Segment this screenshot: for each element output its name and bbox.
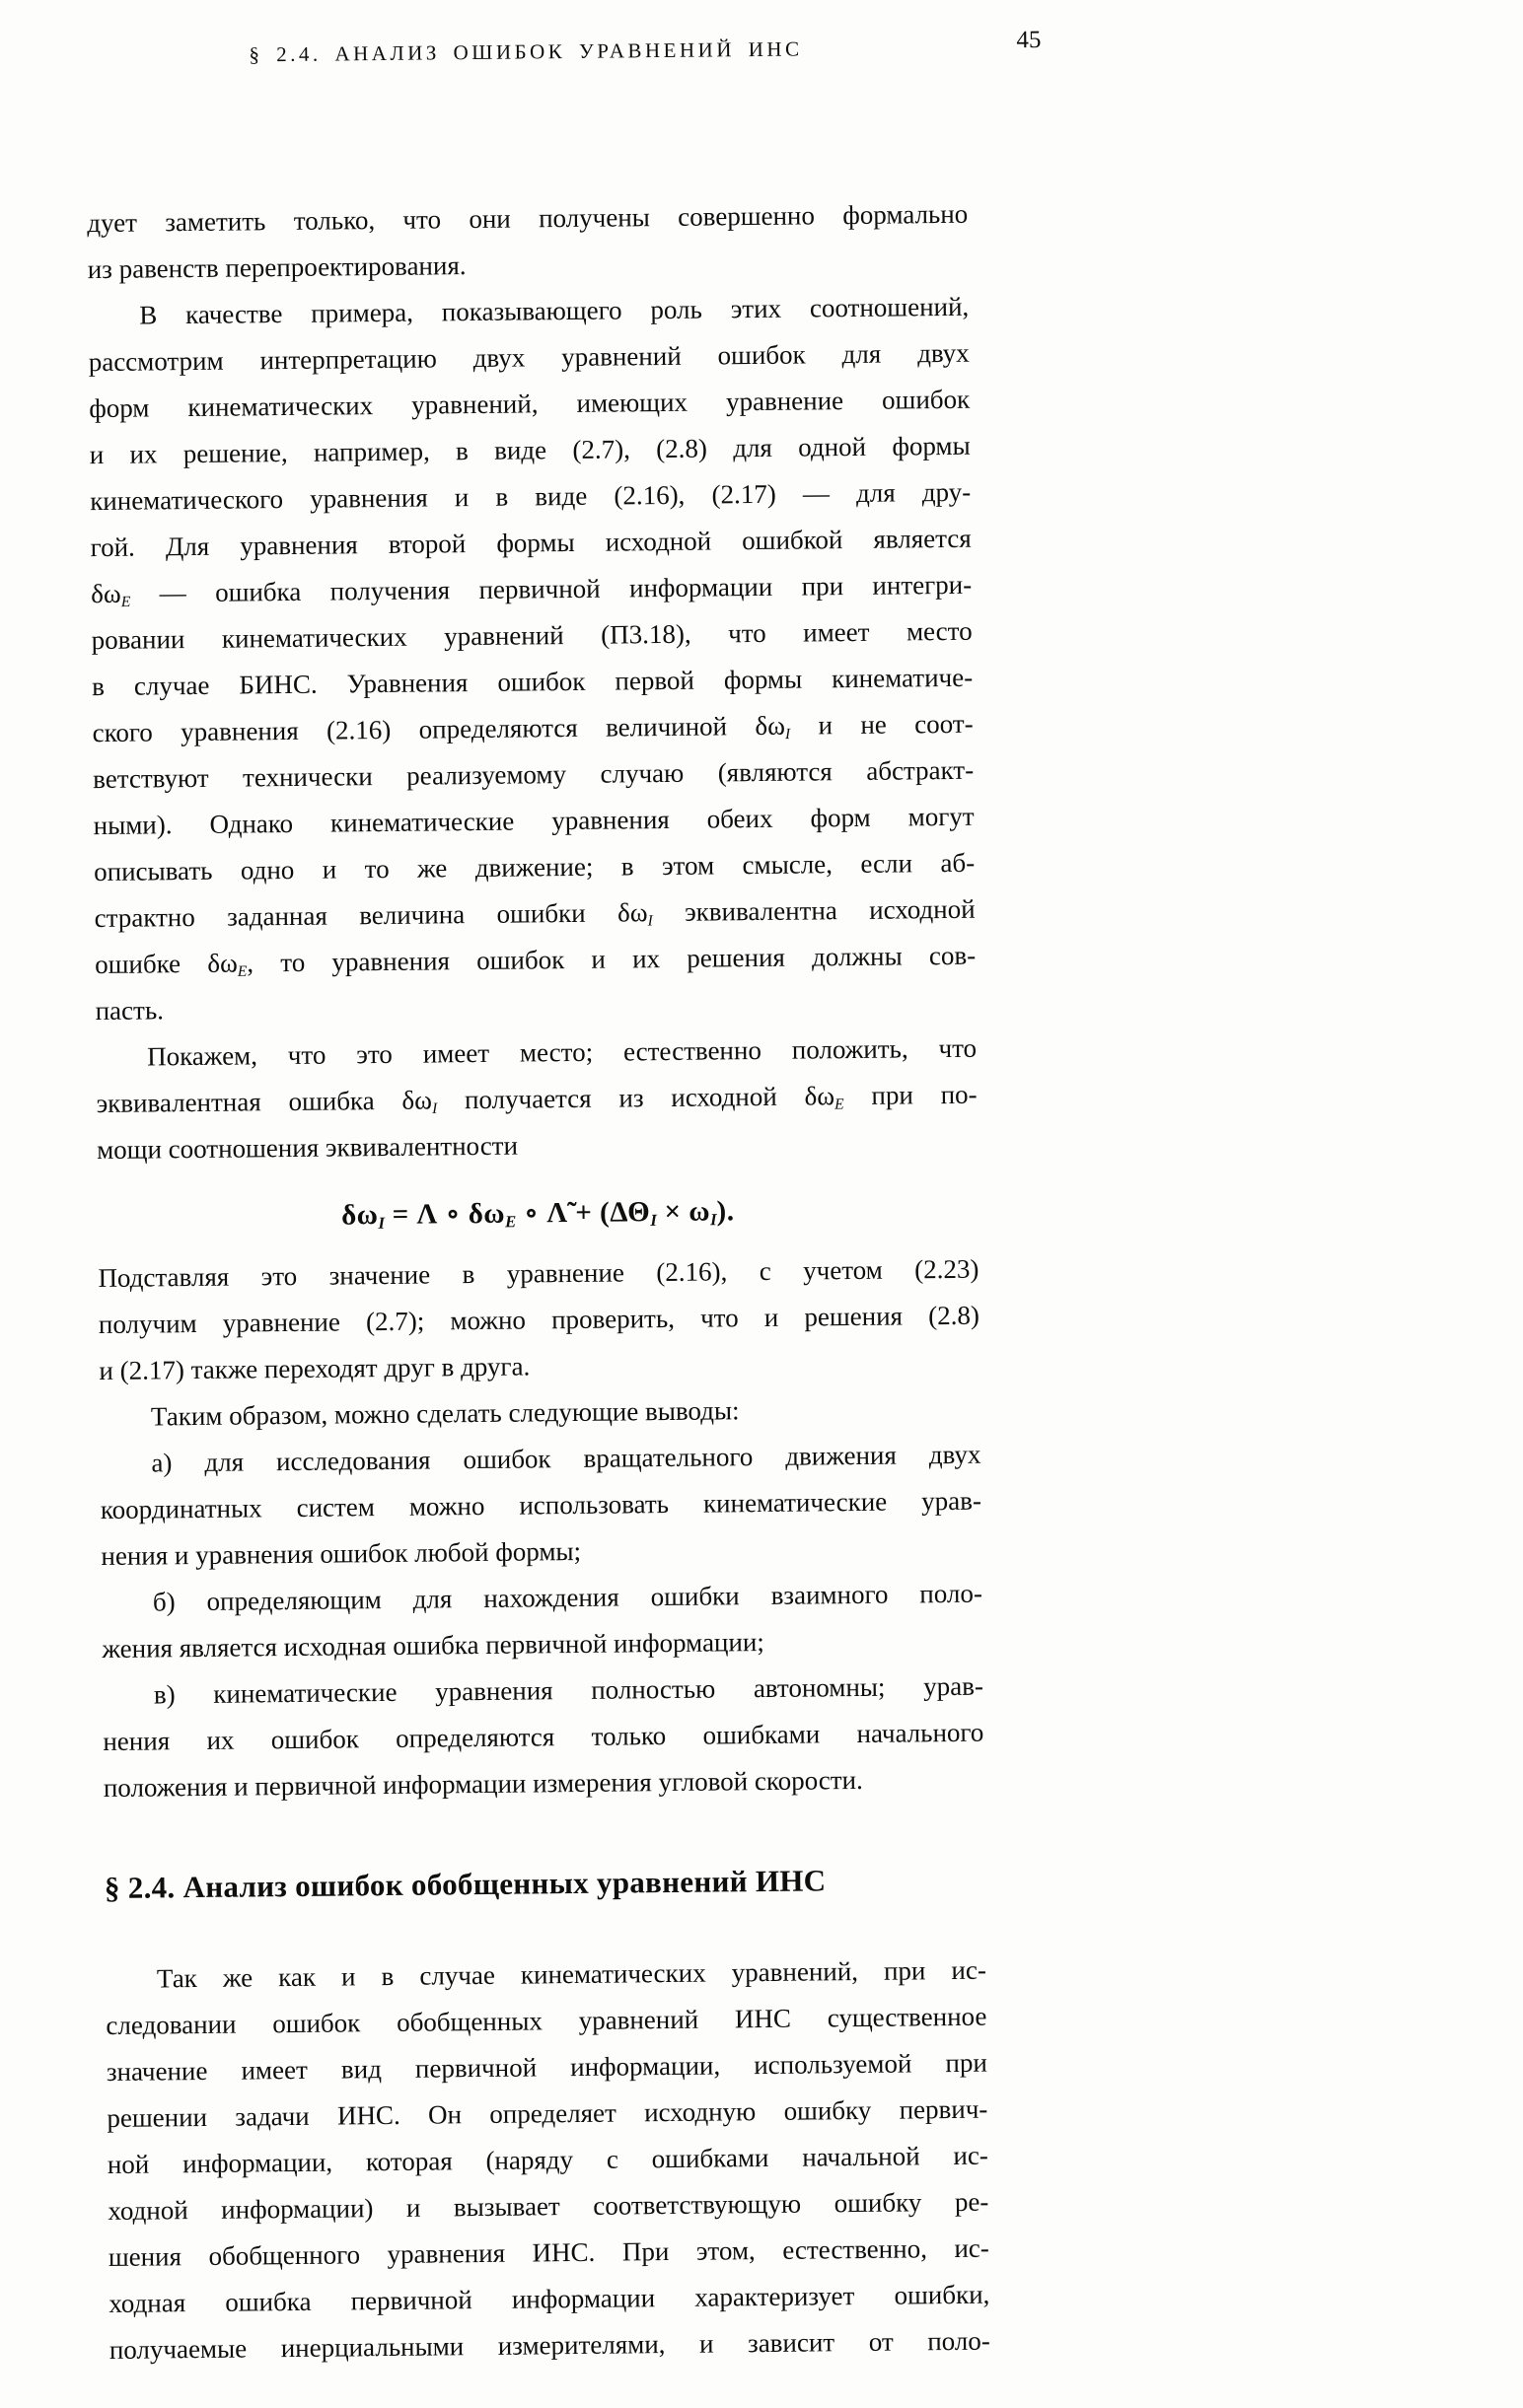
text-line: а) для исследования ошибок вращательного движения двух	[151, 1439, 981, 1478]
text-line: эквивалентная ошибка $\delta\omega_I$ получается из исходной $\delta\omega_E$ при по-	[96, 1079, 978, 1119]
running-header: § 2.4. АНАЛИЗ ОШИБОК УРАВНЕНИЙ ИНС	[249, 36, 803, 67]
paragraph	[102, 1571, 983, 1672]
text-line: следовании ошибок обобщенных уравнений ИНС существенное	[106, 2001, 987, 2040]
text-line: форм кинематических уравнений, имеющих уравнение ошибок	[89, 384, 971, 424]
text-line: в) кинематические уравнения полностью автономны; урав-	[153, 1670, 984, 1710]
text-line: Подставляя это значение в уравнение (2.16), с учетом (2.23)	[98, 1253, 979, 1294]
text-line: страктно заданная величина ошибки $\delta\omega_I$ эквивалентна исходной	[94, 893, 976, 934]
text-line: ровании кинематических уравнений (П3.18), что имеет место	[91, 615, 973, 656]
text-line: нения и уравнения ошибок любой формы;	[101, 1535, 582, 1572]
paragraph	[88, 284, 977, 1034]
equation: $\delta\omega_I = \Lambda$ ∘ $\delta\omega_E$ ∘ Λ̃ + $(\Delta\Theta_I \times \omega_I)$.	[340, 1195, 735, 1233]
text-block	[87, 191, 990, 2373]
text-line: и (2.17) также переходят друг в друга.	[99, 1351, 531, 1386]
paragraph	[87, 191, 969, 293]
text-line: Покажем, что это имеет место; естественно положить, что	[146, 1032, 978, 1072]
paragraph	[96, 1026, 978, 1173]
text-line: гой. Для уравнения второй формы исходной ошибкой является	[90, 523, 972, 563]
text-line: кинематического уравнения и в виде (2.16), (2.17) — для дру-	[90, 476, 972, 517]
text-line: Таким образом, можно сделать следующие выводы:	[150, 1395, 740, 1432]
text-line: пасть.	[95, 995, 165, 1027]
text-line: описывать одно и то же движение; в этом смысле, если аб-	[93, 847, 976, 887]
text-line: ходной информации) и вызывает соответствующую ошибку ре-	[108, 2186, 989, 2226]
text-line: и их решение, например, в виде (2.7), (2.8) для одной формы	[89, 430, 971, 470]
text-line: ошибке $\delta\omega_E$, то уравнения ошибок и их решения должны сов-	[94, 940, 977, 980]
page-number: 45	[1016, 26, 1042, 54]
paragraph	[103, 1664, 984, 1811]
text-line: ной информации, которая (наряду с ошибками начальной ис-	[107, 2140, 988, 2179]
text-line: ходная ошибка первичной информации характеризует ошибки,	[109, 2279, 990, 2318]
text-line: В качестве примера, показывающего роль этих соотношений,	[139, 291, 970, 330]
text-line: дует заметить только, что они получены совершенно формально	[87, 198, 969, 239]
text-line: получим уравнение (2.7); можно проверить, что и решения (2.8)	[98, 1300, 980, 1340]
text-line: шения обобщенного уравнения ИНС. При этом, естественно, ис-	[108, 2232, 989, 2272]
text-line: жения является исходная ошибка первичной информации;	[102, 1626, 764, 1664]
text-line: б) определяющим для нахождения ошибки взаимного поло-	[152, 1578, 983, 1617]
text-line: из равенств перепроектирования.	[87, 250, 467, 285]
text-line: $\delta\omega_E$ — ошибка получения первичной информации при интегри-	[91, 569, 973, 611]
text-line: значение имеет вид первичной информации, используемой при	[106, 2047, 988, 2087]
text-line: нения их ошибок определяются только ошибками начального	[103, 1717, 984, 1757]
text-line: ветствуют технически реализуемому случаю (являются абстракт-	[93, 754, 975, 795]
text-line: рассмотрим интерпретацию двух уравнений ошибок для двух	[88, 337, 970, 378]
paragraph	[100, 1432, 981, 1580]
text-line: получаемые инерциальными измерителями, и зависит от поло-	[109, 2325, 990, 2365]
paragraph	[106, 1948, 990, 2373]
text-line: в случае БИНС. Уравнения ошибок первой формы кинематиче-	[92, 662, 974, 702]
text-line: мощи соотношения эквивалентности	[96, 1130, 519, 1166]
section-heading: § 2.4. Анализ ошибок обобщенных уравнений ИНС	[104, 1863, 827, 1906]
text-line: Так же как и в случае кинематических уравнений, при ис-	[156, 1954, 987, 1994]
text-line: ными). Однако кинематические уравнения обеих форм могут	[93, 801, 975, 841]
text-line: положения и первичной информации измерения угловой скорости.	[103, 1764, 863, 1804]
text-line: решении задачи ИНС. Он определяет исходную ошибку первич-	[107, 2093, 988, 2133]
text-line: ского уравнения (2.16) определяются величиной $\delta\omega_I$ и не соот-	[92, 708, 974, 748]
text-line: координатных систем можно использовать кинематические урав-	[100, 1485, 982, 1525]
paragraph	[98, 1246, 979, 1394]
